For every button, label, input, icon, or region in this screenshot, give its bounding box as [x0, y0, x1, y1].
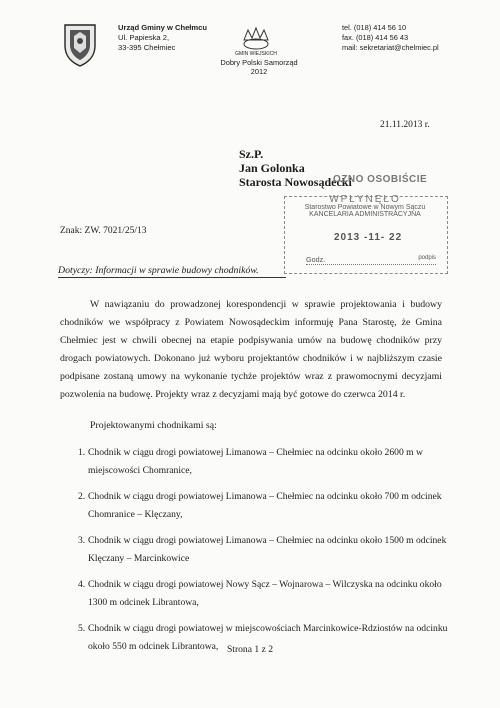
received-stamp-line1: Starostwo Powiatowe w Nowym Sączu — [304, 204, 426, 211]
received-stamp-title: WPŁYNĘŁO — [329, 194, 401, 205]
received-stamp-date: 2013 -11- 22 — [334, 232, 403, 243]
subject-underline — [58, 277, 286, 278]
list-item-number: 2. — [78, 491, 86, 502]
list-item-number: 1. — [78, 447, 86, 458]
list-item-number: 4. — [78, 579, 86, 590]
office-name: Urząd Gminy w Chełmcu — [118, 23, 208, 32]
list-item — [62, 488, 452, 524]
list-item-text: Chodnik w ciągu drogi powiatowej Nowy Sącz – Wojnarowa – Wilczyska na odcinku około 1300 m odcinek Librantowa, — [88, 579, 442, 608]
list-item-number: 3. — [78, 535, 86, 546]
list-item-text: Chodnik w ciągu drogi powiatowej Limanowa – Chełmiec na odcinku około 1500 m odcinek Klęczany – Marcinkowice — [88, 535, 447, 564]
sender-block — [118, 23, 207, 53]
body-paragraph-text: W nawiązaniu do prowadzonej korespondencji w sprawie projektowania i budowy chodników we współpracy z Powiatem Nowosądeckim informuję Pana Starostę, że Gmina Chełmiec jest w chwili obecnej na etapie podpisywania umów na budowę chodników przy drogach powiatowych. Dokonano już wyboru projektantów chodników i w najbliższym czasie podpisane zostaną umowy na wykonanie tychże projektów wraz z prawomocnymi decyzjami pozwolenia na budowę. Projekty wraz z decyzjami mają być gotowe do czerwca 2014 r. — [60, 299, 442, 400]
logo-label: GMIN WIEJSKICH — [235, 51, 277, 57]
reference-number: Znak: ZW. 7021/25/13 — [60, 226, 147, 236]
contact-fax: fax. (018) 414 56 43 — [342, 33, 409, 42]
letter-date: 21.11.2013 r. — [380, 120, 430, 130]
list-intro: Projektowanymi chodnikami są: — [90, 420, 217, 431]
subject-line: Dotyczy: Informacji w sprawie budowy chodników. — [58, 265, 259, 276]
received-stamp-hour-label: Godz. — [306, 255, 326, 264]
list-item — [62, 576, 452, 612]
addressee-title: Starosta Nowosądecki — [239, 175, 352, 189]
addressee-name: Jan Golonka — [239, 161, 305, 175]
list-item-text: Chodnik w ciągu drogi powiatowej Limanowa – Chełmiec na odcinku około 700 m odcinek Chomranice – Klęczany, — [88, 491, 442, 520]
list-item-number: 5. — [78, 623, 86, 634]
body-indent — [60, 299, 90, 310]
contact-block — [342, 23, 439, 53]
logo-caption — [214, 58, 304, 76]
received-stamp-sign-label: podpis — [418, 255, 436, 261]
received-stamp-line2: KANCELARIA ADMINISTRACYJNA — [309, 211, 421, 218]
contact-email: mail: sekretariat@chelmiec.pl — [342, 43, 439, 52]
received-stamp-hour-line — [306, 255, 436, 265]
list-item — [62, 532, 452, 568]
addressee-salutation: Sz.P. — [239, 147, 264, 161]
office-street: Ul. Papieska 2, — [118, 33, 170, 42]
personal-delivery-stamp: OZNO OSOBIŚCIE — [333, 174, 428, 185]
page-footer: Strona 1 z 2 — [226, 644, 274, 655]
logo-caption-line2: 2012 — [250, 67, 268, 76]
received-stamp-text — [294, 196, 436, 218]
list-item-text: Chodnik w ciągu drogi powiatowej w miejscowościach Marcinkowice-Rdziostów na odcinku około 550 m odcinek Librantowa, — [88, 623, 448, 652]
list-item — [62, 444, 452, 480]
list-item-text: Chodnik w ciągu drogi powiatowej Limanowa – Chełmiec na odcinku około 2600 m w miejscowości Chomranice, — [88, 447, 423, 476]
sidewalk-list — [62, 444, 452, 664]
body-paragraph — [60, 296, 442, 404]
contact-tel: tel. (018) 414 56 10 — [342, 23, 407, 32]
logo-caption-line1: Dobry Polski Samorząd — [220, 58, 298, 67]
office-postal-city: 33-395 Chełmiec — [118, 43, 176, 52]
coat-of-arms-logo — [62, 22, 98, 68]
